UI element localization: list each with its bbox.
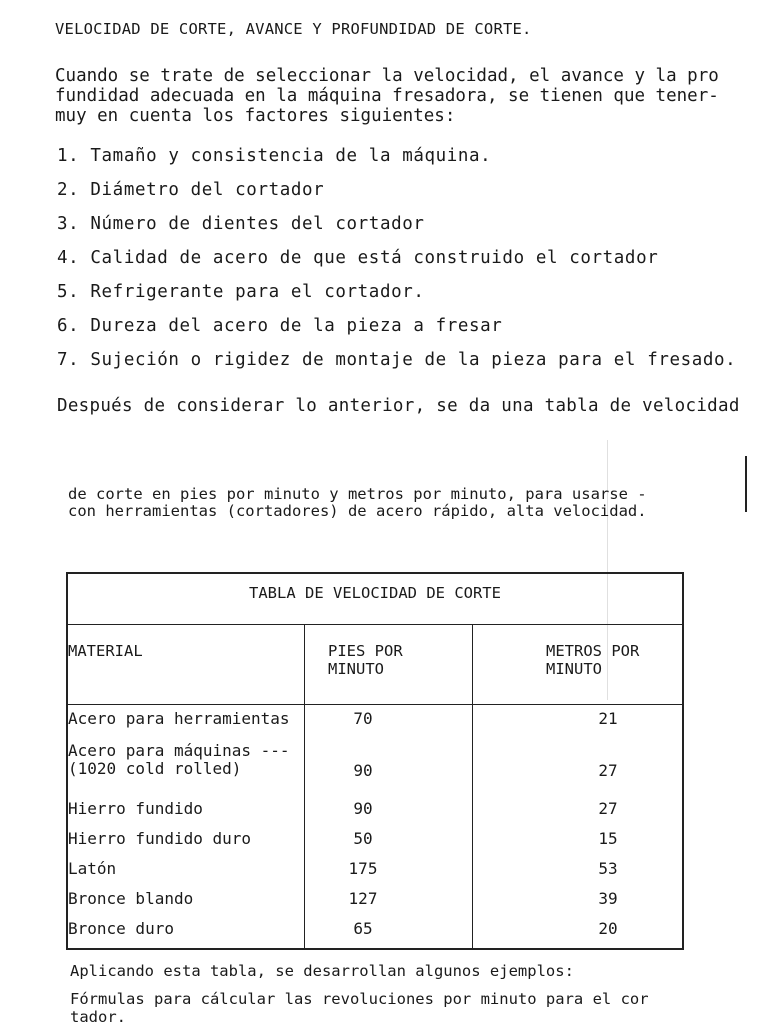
table-title: TABLA DE VELOCIDAD DE CORTE	[68, 574, 682, 625]
table-row	[68, 890, 682, 920]
cell-pies: 127	[348, 889, 378, 908]
cell-material: Bronce duro	[68, 919, 174, 938]
header-metros: METROS POR MINUTO	[546, 642, 640, 678]
cell-metros: 27	[598, 761, 618, 780]
cell-pies: 90	[353, 799, 373, 818]
cell-material: Hierro fundido	[68, 799, 203, 818]
scan-artifact-line	[745, 456, 747, 512]
cell-metros: 27	[598, 799, 618, 818]
cell-material: Bronce blando	[68, 889, 194, 908]
factor-item: 7. Sujeción o rigidez de montaje de la pieza para el fresado.	[57, 350, 737, 370]
cell-pies: 175	[348, 859, 378, 878]
factors-list	[57, 144, 736, 382]
cell-material: Hierro fundido duro	[68, 829, 252, 848]
factor-item: 3. Número de dientes del cortador	[57, 214, 425, 234]
cell-metros: 15	[598, 829, 618, 848]
intro-paragraph: Cuando se trate de seleccionar la velocidad, el avance y la pro fundidad adecuada en la máquina fresadora, se tienen que tener- muy en cuenta los factores siguientes:	[55, 66, 719, 126]
table-row	[68, 830, 682, 860]
factor-item: 6. Dureza del acero de la pieza a fresar	[57, 316, 503, 336]
table-row	[68, 742, 682, 800]
after-paragraph: Después de considerar lo anterior, se da una tabla de velocidad	[57, 396, 740, 416]
table-row	[68, 710, 682, 740]
header-divider	[68, 704, 682, 705]
cell-pies: 90	[353, 761, 373, 780]
factor-item: 5. Refrigerante para el cortador.	[57, 282, 425, 302]
cell-material: Latón	[68, 859, 117, 878]
cell-material: Acero para herramientas	[68, 709, 290, 728]
examples-paragraph: Aplicando esta tabla, se desarrollan algunos ejemplos:	[70, 962, 574, 980]
cell-metros: 53	[598, 859, 618, 878]
header-pies: PIES POR MINUTO	[328, 642, 403, 678]
cutting-speed-table	[66, 572, 684, 950]
table-row	[68, 920, 682, 950]
cell-pies: 65	[353, 919, 373, 938]
factor-item: 4. Calidad de acero de que está construido el cortador	[57, 248, 659, 268]
section-heading: VELOCIDAD DE CORTE, AVANCE Y PROFUNDIDAD DE CORTE.	[55, 20, 532, 38]
formulas-paragraph: Fórmulas para cálcular las revoluciones por minuto para el cor tador.	[70, 990, 649, 1026]
cell-pies: 70	[353, 709, 373, 728]
cell-material: Acero para máquinas --- (1020 cold rolled)	[68, 741, 290, 778]
factor-item: 2. Diámetro del cortador	[57, 180, 325, 200]
table-body	[68, 710, 682, 948]
table-row	[68, 800, 682, 830]
table-row	[68, 860, 682, 890]
cell-pies: 50	[353, 829, 373, 848]
cell-metros: 21	[598, 709, 618, 728]
header-material: MATERIAL	[68, 642, 143, 660]
table-intro-paragraph: de corte en pies por minuto y metros por minuto, para usarse - con herramientas (cortadores) de acero rápido, alta velocidad.	[68, 485, 647, 520]
factor-item: 1. Tamaño y consistencia de la máquina.	[57, 146, 492, 166]
cell-metros: 20	[598, 919, 618, 938]
cell-metros: 39	[598, 889, 618, 908]
